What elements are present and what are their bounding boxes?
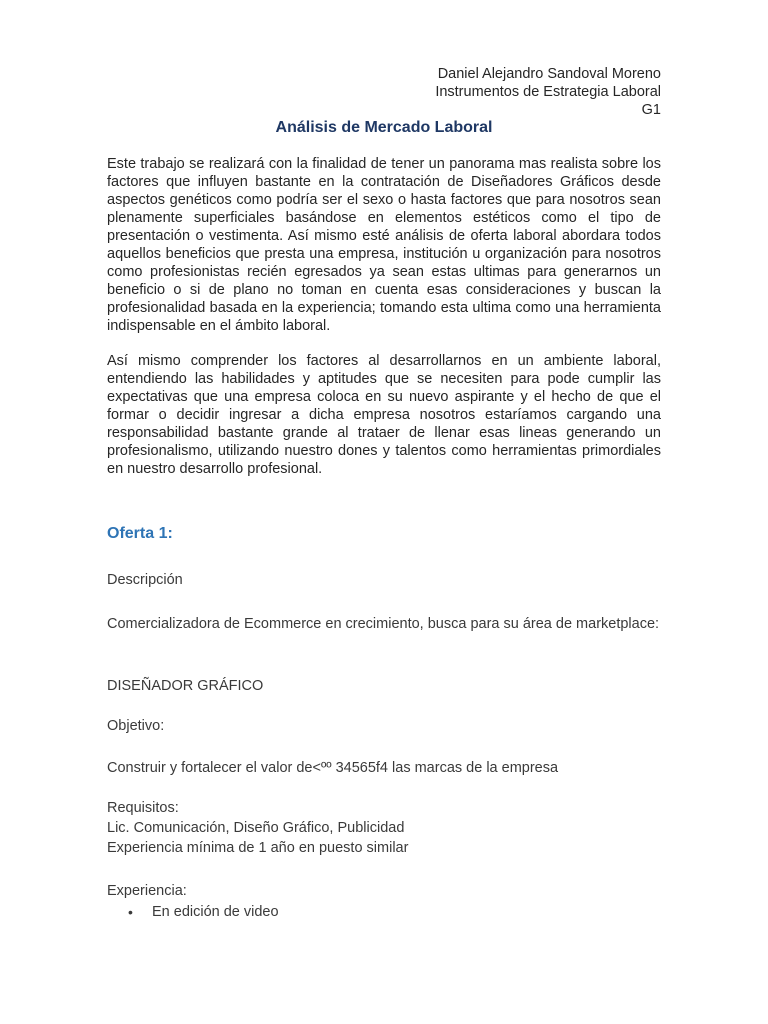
bullet-icon: • — [128, 904, 133, 920]
course-name: Instrumentos de Estrategia Laboral — [435, 84, 661, 100]
experience-list — [107, 902, 279, 922]
objective-label: Objetivo: — [107, 718, 165, 734]
position-title: DISEÑADOR GRÁFICO — [107, 678, 264, 694]
experience-item-text: En edición de video — [152, 904, 279, 920]
list-item — [107, 902, 279, 922]
experience-label: Experiencia: — [107, 883, 187, 899]
document-header — [435, 65, 661, 119]
description-label: Descripción — [107, 572, 183, 588]
requirements-label: Requisitos: — [107, 800, 179, 816]
objective-text: Construir y fortalecer el valor de<ºº 34565f4 las marcas de la empresa — [107, 760, 559, 776]
requirement-item: Experiencia mínima de 1 año en puesto similar — [107, 840, 409, 856]
document-title: Análisis de Mercado Laboral — [275, 119, 493, 136]
group-label: G1 — [641, 102, 661, 118]
requirements-block — [107, 798, 661, 858]
intro-paragraph-1: Este trabajo se realizará con la finalidad de tener un panorama mas realista sobre los factores que influyen bastante en la contratación de Diseñadores Gráficos desde aspectos genéticos como podría ser el sexo o hasta factores que para nosotros sean plenamente superficiales basándose en elementos estéticos como el tipo de presentación o vestimenta. Así mismo esté análisis de oferta laboral abordara todos aquellos beneficios que presta una empresa, institución u organización para nosotros como profesionistas recién egresados ya sean estas ultimas para generarnos un beneficio o si de plano no toman en cuenta esas consideraciones y buscan la profesionalidad basada en la experiencia; tomando esta ultima como una herramienta indispensable en el ámbito laboral. — [107, 156, 661, 334]
requirement-item: Lic. Comunicación, Diseño Gráfico, Publicidad — [107, 820, 405, 836]
author-name: Daniel Alejandro Sandoval Moreno — [437, 66, 661, 82]
intro-paragraph-2: Así mismo comprender los factores al desarrollarnos en un ambiente laboral, entendiendo las habilidades y aptitudes que se necesiten para pode cumplir las expectativas que una empresa coloca en su nuevo aspirante y el hecho de que el formar o decidir ingresar a dicha empresa nosotros estaríamos cargando una responsabilidad bastante grande al trataer de llenar esas lineas generando un profesionalismo, utilizando nuestro dones y talentos como herramientas primordiales en nuestro desarrollo profesional. — [107, 353, 661, 477]
offer-heading: Oferta 1: — [107, 525, 173, 542]
offer-description: Comercializadora de Ecommerce en crecimiento, busca para su área de marketplace: — [107, 616, 660, 632]
